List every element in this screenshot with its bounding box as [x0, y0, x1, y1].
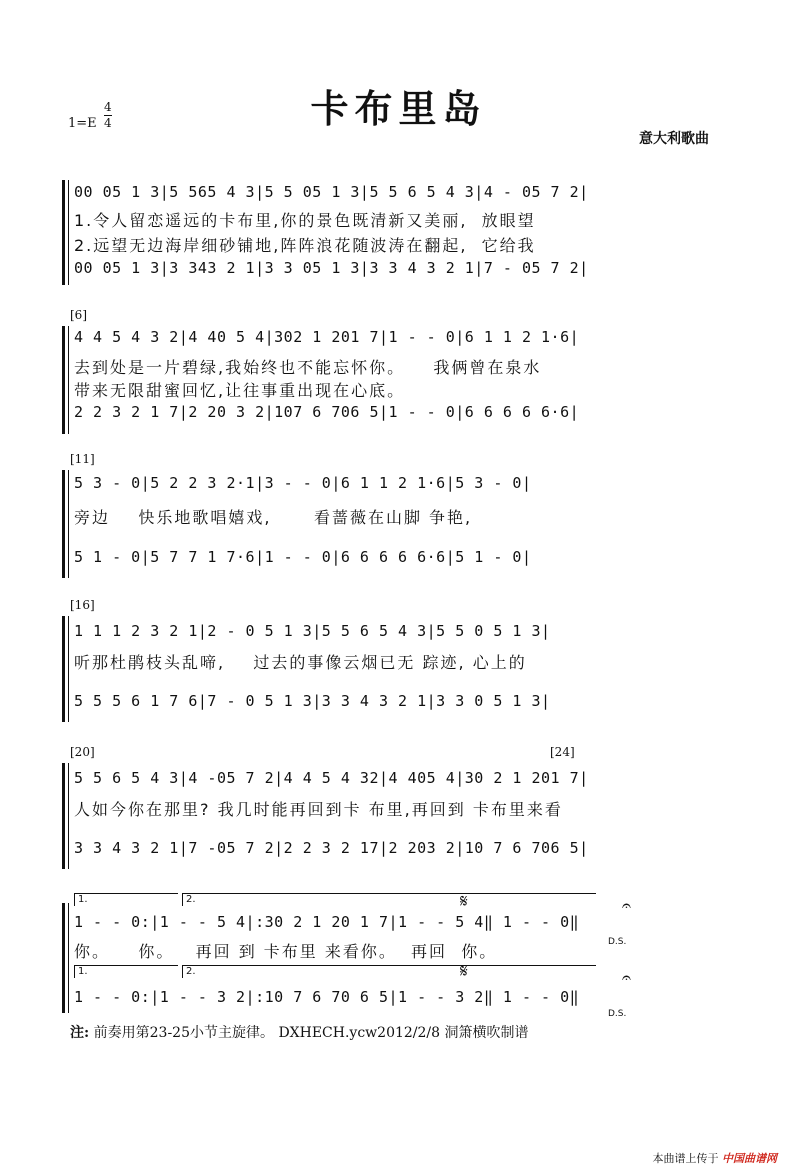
volta-1-upper: 1.: [74, 893, 178, 906]
measure-number: [11]: [70, 452, 95, 466]
ds-upper: D.S.: [608, 937, 627, 947]
key-signature: 1=E: [68, 116, 97, 131]
site-logo[interactable]: 中国曲谱网: [722, 1152, 777, 1165]
volta-2-lower: 2.: [182, 965, 596, 978]
fermata-lower: 𝄐: [622, 968, 631, 987]
footer: [653, 1150, 778, 1166]
score-system-6: [62, 893, 732, 1018]
volta-2-upper: 2.: [182, 893, 596, 906]
score-system-4: [62, 598, 732, 728]
score-system-1: [62, 175, 732, 295]
segno-upper: 𝄋: [460, 891, 468, 912]
lyrics-verse-2: 带来无限甜蜜回忆,让往事重出现在心底。: [74, 381, 406, 400]
footnote-label: 注:: [70, 1025, 90, 1041]
footnote-text: 前奏用第23-25小节主旋律。: [93, 1025, 274, 1041]
ds-lower: D.S.: [608, 1009, 627, 1019]
lyrics-verse-1: 你。 你。 再回 到 卡布里 来看你。 再回 你。: [74, 942, 498, 961]
lyrics-verse-2: 2.远望无边海岸细砂铺地,阵阵浪花随波涛在翻起, 它给我: [74, 236, 536, 255]
upper-voice: 4 4 5 4 3 2|4 40 5 4|302 1 201 7|1 - - 0|6 1 1 2 1·6|: [74, 328, 580, 346]
lyrics-verse-1: 1.令人留恋遥远的卡布里,你的景色既清新又美丽, 放眼望: [74, 211, 536, 230]
upper-voice: 5 5 6 5 4 3|4 -05 7 2|4 4 5 4 32|4 405 4|30 2 1 201 7|: [74, 769, 589, 787]
lyrics-verse-1: 人如今你在那里? 我几时能再回到卡 布里,再回到 卡布里来看: [74, 800, 563, 819]
upper-voice: 1 1 1 2 3 2 1|2 - 0 5 1 3|5 5 6 5 4 3|5 5 0 5 1 3|: [74, 622, 551, 640]
lyrics-verse-1: 听那杜鹃枝头乱啼, 过去的事像云烟已无 踪迹, 心上的: [74, 653, 527, 672]
lower-voice: 1 - - 0:|1 - - 3 2|:10 7 6 70 6 5|1 - - 3 2‖ 1 - - 0‖: [74, 988, 580, 1006]
lyrics-verse-1: 去到处是一片碧绿,我始终也不能忘怀你。 我俩曾在泉水: [74, 358, 542, 377]
fermata-upper: 𝄐: [622, 896, 631, 915]
upper-voice: 00 05 1 3|5 565 4 3|5 5 05 1 3|5 5 6 5 4 3|4 - 05 7 2|: [74, 183, 589, 201]
lower-voice: 5 5 5 6 1 7 6|7 - 0 5 1 3|3 3 4 3 2 1|3 3 0 5 1 3|: [74, 692, 551, 710]
lower-voice: 2 2 3 2 1 7|2 20 3 2|107 6 706 5|1 - - 0|6 6 6 6 6·6|: [74, 403, 580, 421]
lower-voice: 00 05 1 3|3 343 2 1|3 3 05 1 3|3 3 4 3 2 1|7 - 05 7 2|: [74, 259, 589, 277]
measure-number-2: [24]: [550, 745, 575, 759]
upper-voice: 5 3 - 0|5 2 2 3 2·1|3 - - 0|6 1 1 2 1·6|5 3 - 0|: [74, 474, 532, 492]
lower-voice: 5 1 - 0|5 7 7 1 7·6|1 - - 0|6 6 6 6 6·6|5 1 - 0|: [74, 548, 532, 566]
composer: 意大利歌曲: [639, 131, 709, 147]
measure-number: [6]: [70, 308, 87, 322]
lower-voice: 3 3 4 3 2 1|7 -05 7 2|2 2 3 2 17|2 203 2|10 7 6 706 5|: [74, 839, 589, 857]
score-system-3: [62, 452, 732, 582]
upper-voice: 1 - - 0:|1 - - 5 4|:30 2 1 20 1 7|1 - - 5 4‖ 1 - - 0‖: [74, 913, 580, 931]
time-signature-bottom: 4: [104, 116, 112, 130]
footer-text: 本曲谱上传于: [652, 1152, 719, 1165]
measure-number: [20]: [70, 745, 95, 759]
measure-number: [16]: [70, 598, 95, 612]
footnote: [70, 1022, 529, 1042]
score-system-2: [62, 308, 732, 438]
page-title: 卡布里岛: [310, 87, 487, 131]
volta-1-lower: 1.: [74, 965, 178, 978]
segno-lower: 𝄋: [460, 961, 468, 982]
lyrics-verse-1: 旁边 快乐地歌唱嬉戏, 看蔷薇在山脚 争艳,: [74, 508, 473, 527]
score-system-5: [62, 745, 732, 875]
time-signature: [104, 100, 112, 131]
footnote-credit: DXHECH.ycw2012/2/8 洞箫横吹制谱: [278, 1025, 529, 1041]
time-signature-top: 4: [104, 100, 112, 114]
